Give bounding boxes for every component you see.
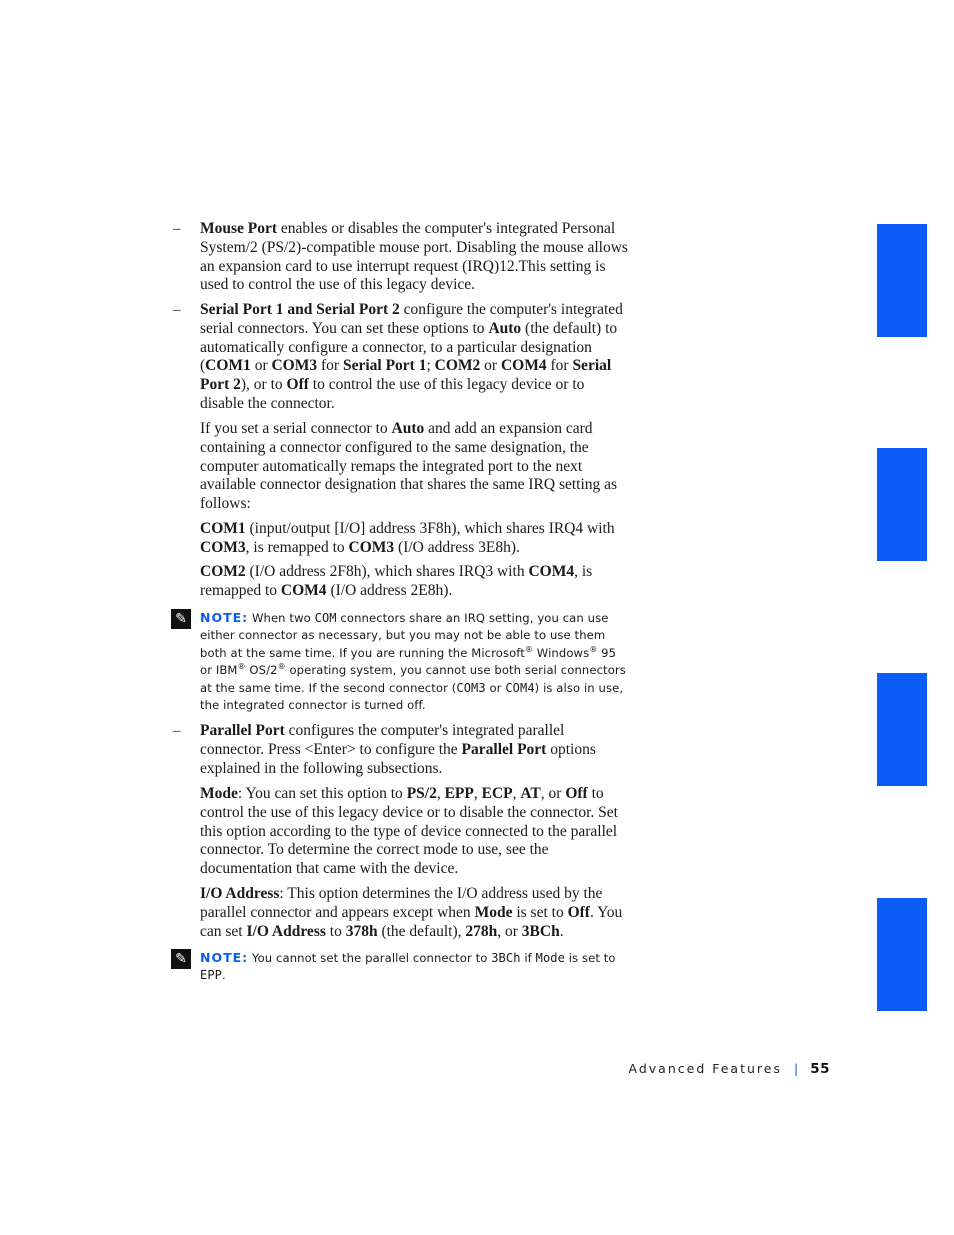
list-dash: –	[173, 723, 181, 739]
io-address-paragraph: I/O Address: This option determines the I/O address used by the parallel connector and appears except when Mode is set to Off. You can set I/O Address to 378h (the default), 278h, or 3BCh.	[200, 885, 623, 940]
note-parallel-3bch: NOTE: You cannot set the parallel connector to 3BCh if Mode is set to EPP.	[200, 950, 616, 983]
com1-paragraph: COM1 (input/output [I/O] address 3F8h), which shares IRQ4 with COM3, is remapped to COM3 (I/O address 3E8h).	[200, 520, 615, 556]
list-dash: –	[173, 302, 181, 318]
side-tab-1	[877, 224, 927, 337]
page-number: 55	[810, 1061, 830, 1077]
serial-port-paragraph: Serial Port 1 and Serial Port 2 configure the computer's integrated serial connectors. You can set these options to Auto (the default) to automatically configure a connector, to a particular designation (COM1 or COM3 for Serial Port 1; COM2 or COM4 for Serial Port 2), or to Off to control the use of this legacy device or to disable the connector.	[200, 301, 623, 412]
mouse-port-paragraph: Mouse Port enables or disables the computer's integrated Personal System/2 (PS/2)-compatible mouse port. Disabling the mouse allows an expansion card to use interrupt request (IRQ)12.This setting is used to control the use of this legacy device.	[200, 220, 628, 294]
note-pencil-icon: ✎	[171, 949, 191, 969]
side-tab-4	[877, 898, 927, 1011]
footer-section-title: Advanced Features	[628, 1061, 782, 1076]
com2-paragraph: COM2 (I/O address 2F8h), which shares IRQ3 with COM4, is remapped to COM4 (I/O address 2E8h).	[200, 563, 593, 599]
list-dash: –	[173, 221, 181, 237]
term-mouse-port: Mouse Port	[200, 220, 278, 237]
note-com-irq: NOTE: When two COM connectors share an IRQ setting, you can use either connector as necessary, but you may not be able to use them both at the same time. If you are running the Microsoft® Windows® 95 or IBM® OS/2® operating system, you cannot use both serial connectors at the same time. If the second connector (COM3 or COM4) is also in use, the integrated connector is turned off.	[200, 610, 626, 713]
side-tab-2	[877, 448, 927, 561]
note-pencil-icon: ✎	[171, 609, 191, 629]
auto-remap-paragraph: If you set a serial connector to Auto and add an expansion card containing a connector configured to the same designation, the computer automatically remaps the integrated port to the next available connector designation that shares the same IRQ setting as follows:	[200, 420, 618, 513]
parallel-port-paragraph: Parallel Port configures the computer's integrated parallel connector. Press <Enter> to configure the Parallel Port options explained in the following subsections.	[200, 722, 596, 777]
page-footer	[629, 1061, 830, 1077]
note-label: NOTE:	[200, 610, 249, 625]
note-label: NOTE:	[200, 950, 249, 965]
side-tab-3	[877, 673, 927, 786]
mode-paragraph: Mode: You can set this option to PS/2, EPP, ECP, AT, or Off to control the use of this legacy device or to disable the connector. Set this option according to the type of device connected to the parallel connector. To determine the correct mode to use, see the documentation that came with the device.	[200, 785, 618, 878]
footer-separator: |	[793, 1061, 799, 1076]
